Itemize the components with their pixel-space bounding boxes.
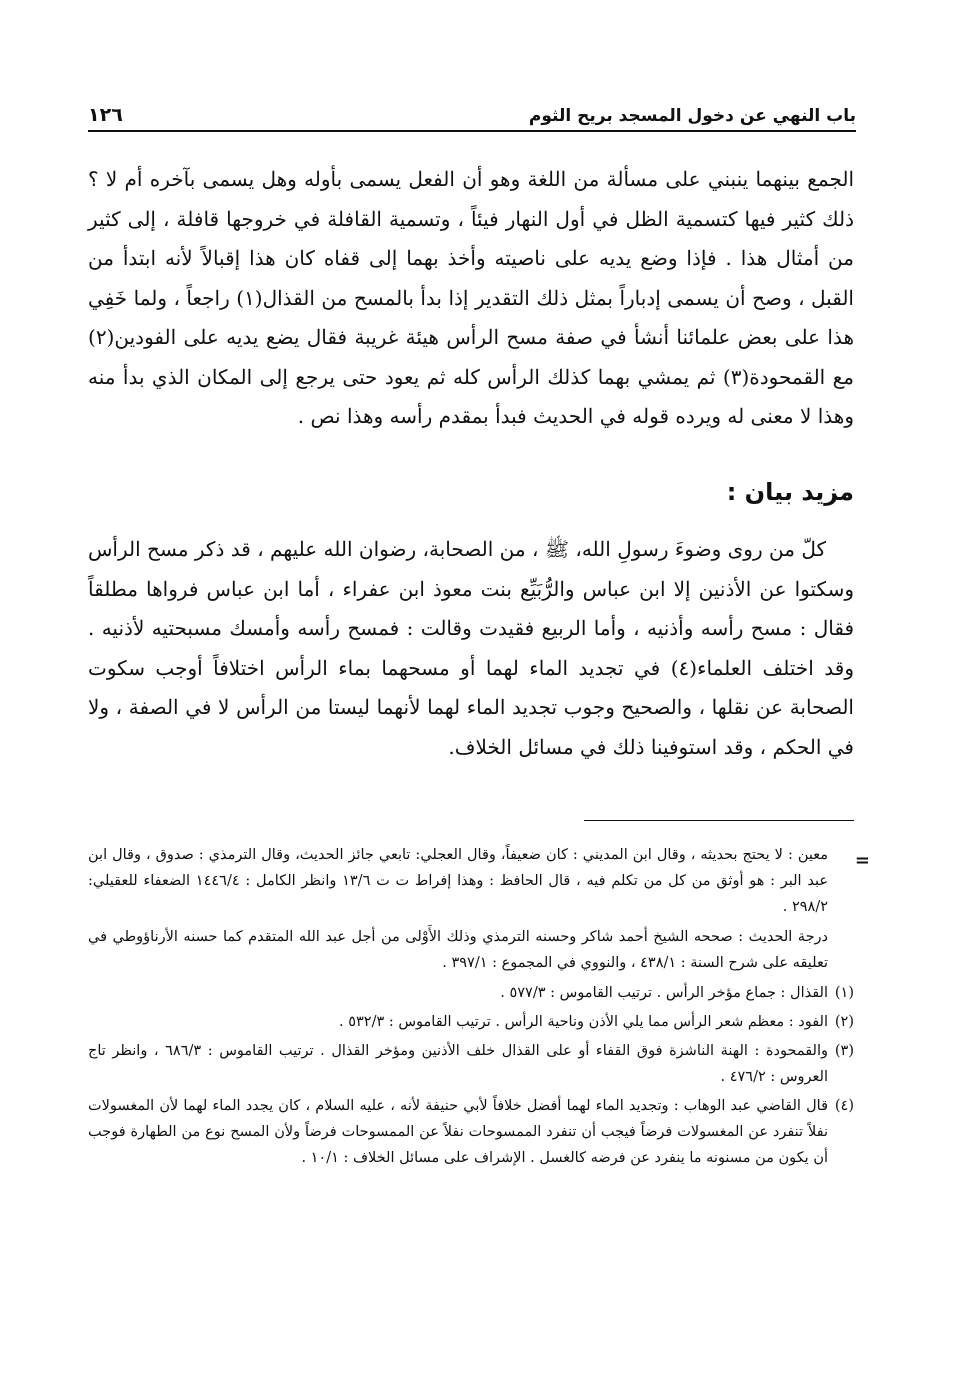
footnote-text: الفود : معظم شعر الرأس مما يلي الأذن وناحية الرأس . ترتيب القاموس : ٥٣٢/٣ . (338, 1014, 828, 1030)
footnote-number: (٤) (834, 1098, 854, 1114)
footnote-number: (١) (834, 985, 854, 1001)
footnote-text: القذال : جماع مؤخر الرأس . ترتيب القاموس : ٥٧٧/٣ . (500, 985, 828, 1001)
body-paragraph-2 (88, 530, 854, 767)
footnote-text: والقمحودة : الهنة الناشزة فوق القفاء أو على القذال خلف الأذنين ومؤخر القذال . ترتيب القاموس : ٦٨٦/٣ ، وانظر تاج العروس : ٤٧٦/٢ . (88, 1043, 828, 1085)
footnote-hadith-grading: درجة الحديث : صححه الشيخ أحمد شاكر وحسنه الترمذي وذلك الأَوْلى من أجل عبد الله المتقدم كما حسنه الأرناؤوطي في تعليقه على شرح السنة : ٤٣٨/١ ، والنووي في المجموع : ٣٩٧/١ . (88, 929, 828, 971)
paragraph-text: كلّ من روى وضوءَ رسولِ الله، ﷺ ، من الصحابة، رضوان الله عليهم ، قد ذكر مسح الرأس وسكتوا عن الأذنين إلا ابن عباس والرُّبَيِّع بنت معوذ ابن عفراء ، أما ابن عباس فرواها مطلقاً فقال : مسح رأسه وأذنيه ، وأما الربيع فقيدت وقالت : فمسح رأسه وأمسك مسبحتيه لأذنيه . وقد اختلف العلماء(٤) في تجديد الماء لهما أو مسحهما بماء الرأس اختلافاً أوجب سكوت الصحابة عن نقلها ، والصحيح وجوب تجديد الماء لهما لأنهما ليستا من الرأس لا في الصفة ، ولا في الحكم ، وقد استوفينا ذلك في مسائل الخلاف. (88, 537, 854, 759)
body-paragraph-1 (88, 160, 854, 437)
footnote-continuation-mark: = (854, 850, 870, 871)
section-heading: مزيد بيان : (726, 478, 854, 506)
footnote-1 (88, 980, 854, 1006)
paragraph-text: الجمع بينهما ينبني على مسألة من اللغة وهو أن الفعل يسمى بأوله وهل يسمى بآخره أم لا ؟ ذلك كثير فيها كتسمية الظل في أول النهار فيئاً ، وتسمية القافلة في خروجها قافلة ، إلى كثير من أمثال هذا . فإذا وضع يديه على ناصيته وأخذ بهما إلى قفاه كان هذا إقبالاً لأنه ابتدأ من القبل ، وصح أن يسمى إدباراً بمثل ذلك التقدير إذا بدأ بالمسح من القذال(١) راجعاً ، ولما خَفِي هذا على بعض علمائنا أنشأ في صفة مسح الرأس هيئة غريبة فقال يضع يديه على الفودين(٢) مع القمحودة(٣) ثم يمشي بهما كذلك الرأس كله ثم يعود حتى يرجع إلى المكان الذي بدأ منه وهذا لا معنى له ويرده قوله في الحديث فبدأ بمقدم رأسه وهذا نص . (88, 167, 854, 428)
running-header (88, 96, 856, 132)
footnote-carryover: معين : لا يحتج بحديثه ، وقال ابن المديني : كان ضعيفاً، وقال العجلي: تابعي جائز الحديث، وقال الترمذي : صدوق ، وقال ابن عبد البر : هو أوثق من كل من تكلم فيه ، قال الحافظ : وهذا إفراط ت ت ١٣/٦ وانظر الكامل : ١٤٤٦/٤ الضعفاء للعقيلي: ٢٩٨/٢ . (88, 847, 828, 915)
footnotes-section (88, 842, 854, 1174)
footnote-2 (88, 1009, 854, 1035)
footnote-separator (584, 820, 854, 821)
footnote-4 (88, 1093, 854, 1171)
footnote-3 (88, 1038, 854, 1090)
chapter-title: باب النهي عن دخول المسجد بريح الثوم (528, 106, 856, 126)
footnote-number: (٣) (834, 1043, 854, 1059)
page-number: ١٢٦ (88, 104, 123, 126)
footnote-number: (٢) (834, 1014, 854, 1030)
footnote-text: قال القاضي عبد الوهاب : وتجديد الماء لهما أفضل خلافاً لأبي حنيفة لأنه ، عليه السلام ، كان يجدد الماء لهما لأن المغسولات نفلاً تنفرد عن المغسولات فرضاً فيجب أن تنفرد الممسوحات نفلاً عن الممسوحات فرضاً ولأن المسح نوع من الطهارة فوجب أن يكون من مسنونه ما ينفرد عن فرضه كالغسل . الإشراف على مسائل الخلاف : ١٠/١ . (88, 1098, 828, 1166)
